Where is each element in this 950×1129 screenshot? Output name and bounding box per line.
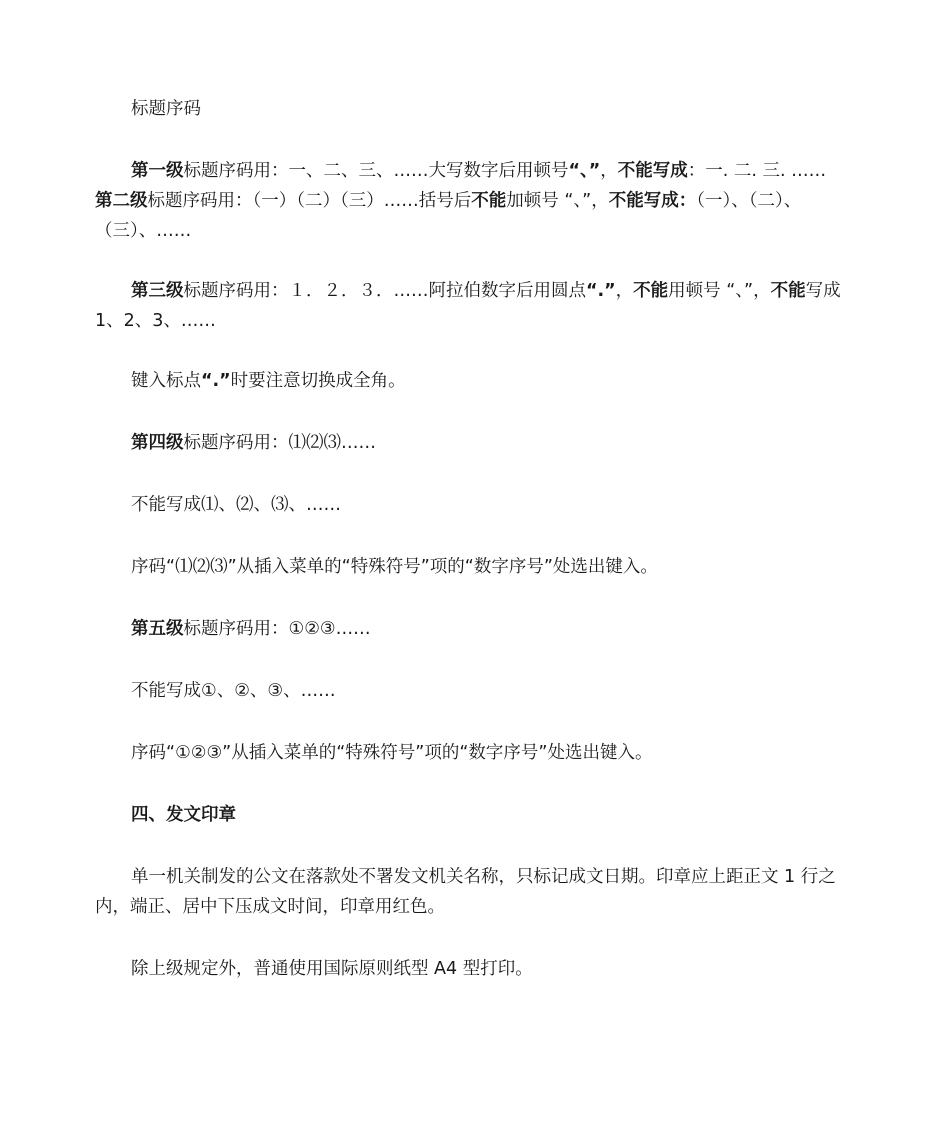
text-run: 加顿号 “、”，: [506, 191, 609, 211]
full-width-note: [95, 366, 857, 396]
text-run: 不能: [770, 281, 806, 301]
text-run: 键入标点: [131, 371, 201, 391]
text-run: 不能写成：: [608, 191, 697, 211]
text-run: 标题序码用：１．２．３．……阿拉伯数字后用圆点: [183, 281, 586, 301]
paragraph-text: 除上级规定外，普通使用国际原则纸型 A4 型打印。: [131, 959, 533, 979]
paragraph-text: 单一机关制发的公文在落款处不署发文机关名称，只标记成文日期。印章应上距正文 1 行之内，端正、居中下压成文时间，印章用红色。: [95, 867, 836, 917]
text-run: ：一. 二. 三. ……: [687, 161, 827, 181]
text-run: 写成 1、2、3、……: [95, 281, 841, 331]
text-run: “.”: [201, 371, 231, 391]
level-four-wrong-form: [95, 490, 857, 520]
text-run: 不能: [633, 281, 669, 301]
level-label: 第五级: [131, 619, 184, 639]
text-run: “、”: [568, 161, 601, 181]
text-run: 标题序码用：①②③……: [183, 619, 371, 639]
level-label: 第一级: [131, 161, 184, 181]
text-run: 用顿号 “、”，: [668, 281, 771, 301]
paragraph-text: 序码“⑴⑵⑶”从插入菜单的“特殊符号”项的“数字序号”处选出键入。: [131, 557, 658, 577]
text-run: 标题序码用：⑴⑵⑶……: [183, 433, 376, 453]
text-run: 时要注意切换成全角。: [230, 371, 406, 391]
paragraph-text: 序码“①②③”从插入菜单的“特殊符号”项的“数字序号”处选出键入。: [131, 743, 653, 763]
level-four-rule: [95, 428, 857, 458]
section-title: 四、发文印章: [131, 805, 236, 825]
level-two-rule: [95, 186, 857, 246]
level-five-rule: [95, 614, 857, 644]
paragraph-text: 不能写成⑴、⑵、⑶、……: [131, 495, 341, 515]
level-five-insert-note: [95, 738, 857, 768]
seal-rule-paragraph: [95, 862, 857, 922]
section-heading-seal: [95, 800, 857, 830]
text-run: 不能写成: [617, 161, 688, 181]
heading-numbering-title: [95, 94, 857, 124]
paragraph-text: 标题序码: [131, 99, 201, 119]
paper-size-paragraph: [95, 954, 857, 984]
level-five-wrong-form: [95, 676, 857, 706]
level-label: 第三级: [131, 281, 184, 301]
level-label: 第二级: [95, 191, 148, 211]
paragraph-text: 不能写成①、②、③、……: [131, 681, 336, 701]
text-run: （一）、（二）、（三）、……: [95, 191, 802, 241]
text-run: “.”: [586, 281, 616, 301]
text-run: ，: [600, 161, 618, 181]
text-run: 标题序码用：（一）（二）（三）……括号后: [147, 191, 472, 211]
text-run: ，: [615, 281, 634, 301]
level-three-rule: [95, 276, 857, 336]
level-one-rule: [95, 156, 857, 186]
text-run: 不能: [471, 191, 507, 211]
level-label: 第四级: [131, 433, 184, 453]
text-run: 标题序码用：一、二、三、……大写数字后用顿号: [183, 161, 569, 181]
level-four-insert-note: [95, 552, 857, 582]
